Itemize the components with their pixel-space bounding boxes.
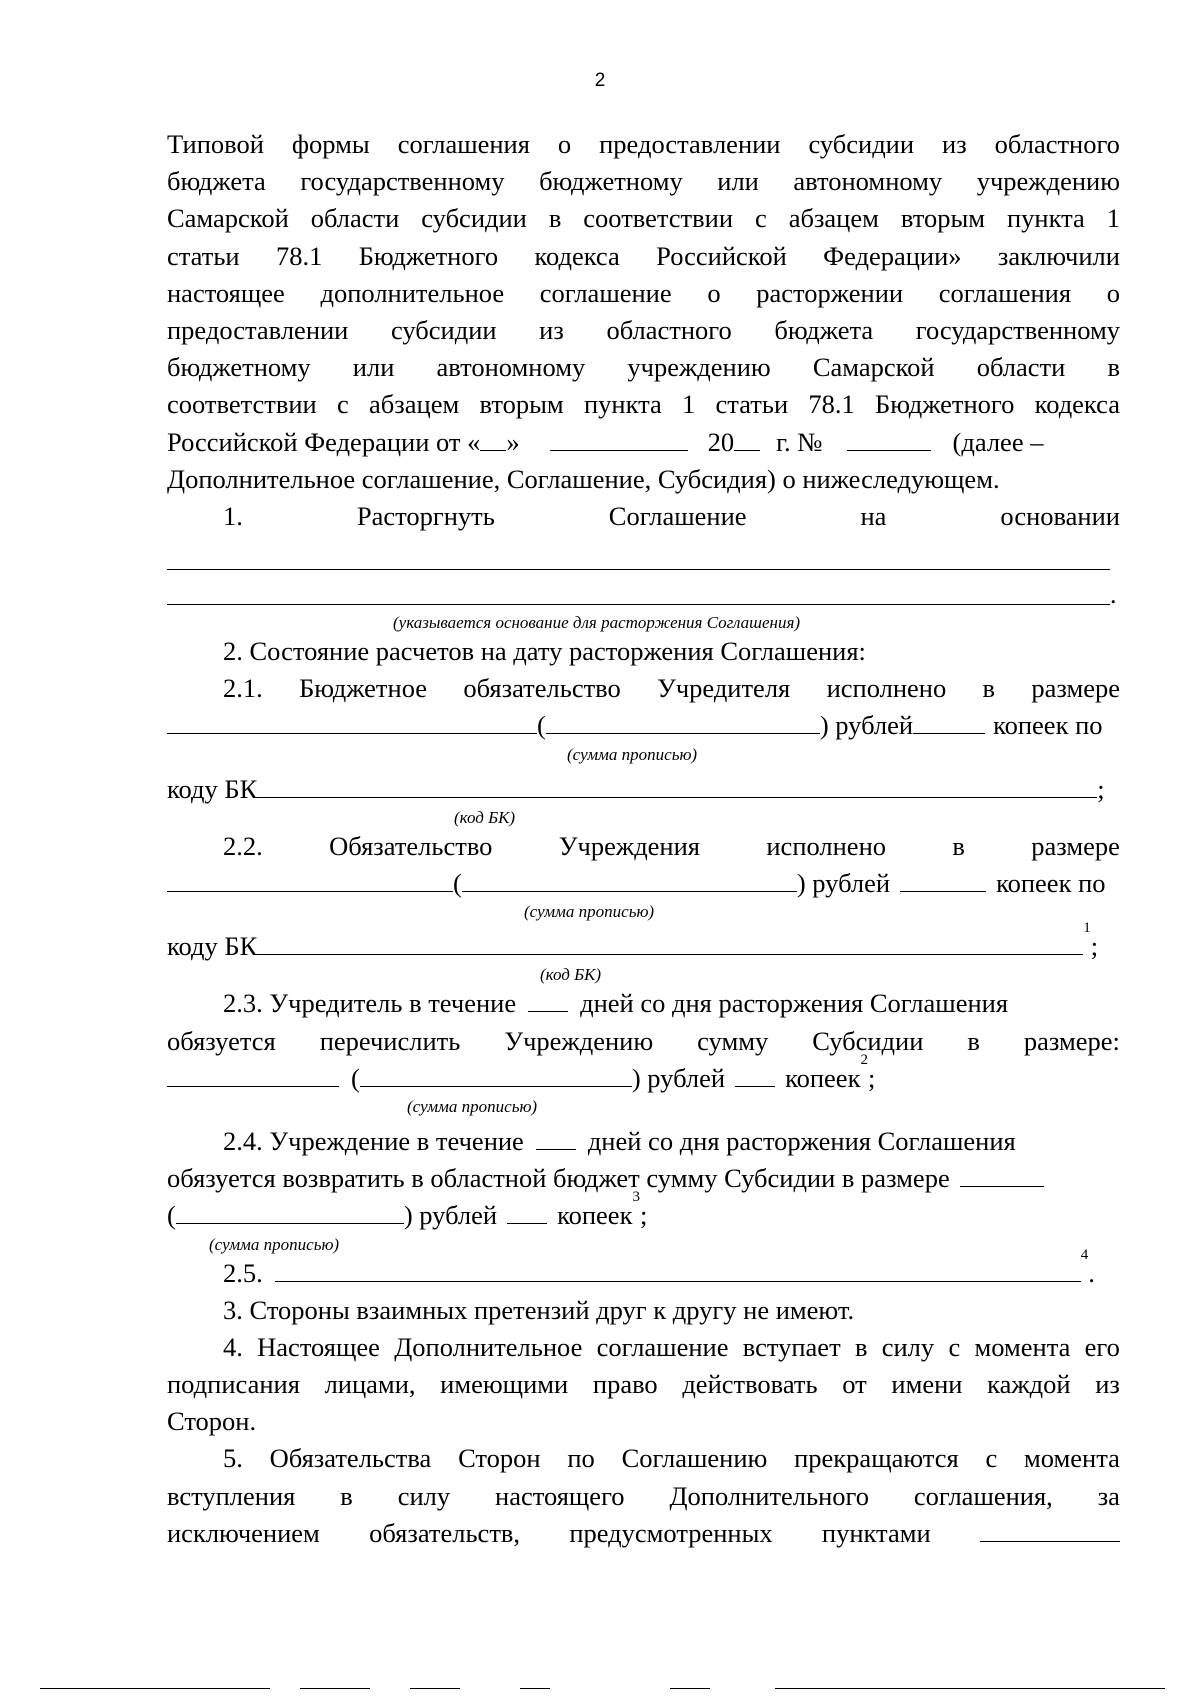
amount-digits-blank[interactable] bbox=[960, 1160, 1044, 1187]
text-span: 2.3. Учредитель в течение bbox=[223, 988, 517, 1019]
word: в bbox=[340, 1480, 353, 1511]
item2-5-line bbox=[167, 1246, 1120, 1292]
amount-digits-blank[interactable] bbox=[167, 865, 453, 892]
word: Бюджетного bbox=[875, 389, 1015, 420]
word: пункта bbox=[583, 389, 662, 420]
kop-blank[interactable] bbox=[735, 1060, 775, 1087]
word: из bbox=[942, 129, 967, 159]
word: в bbox=[1107, 352, 1120, 383]
kop-blank[interactable] bbox=[507, 1197, 547, 1224]
word: соглашение bbox=[539, 277, 672, 308]
item2-heading bbox=[167, 633, 1120, 670]
word: вступления bbox=[167, 1480, 296, 1511]
word: государственному bbox=[915, 314, 1120, 345]
end-dot: . bbox=[1088, 1257, 1095, 1288]
word: обязательств, bbox=[369, 1517, 521, 1548]
word: в bbox=[854, 1331, 868, 1362]
word: из bbox=[539, 314, 564, 345]
date-line bbox=[167, 424, 1120, 461]
word: субсидии bbox=[808, 129, 915, 159]
word: соглашения bbox=[397, 129, 530, 159]
amount-words-blank[interactable] bbox=[360, 1060, 632, 1087]
item2-4-line2 bbox=[167, 1160, 1120, 1197]
kop-label: копеек по bbox=[996, 868, 1106, 898]
item2-3-line1 bbox=[167, 985, 1120, 1022]
kop-label: копеек bbox=[557, 1200, 633, 1231]
word: сумму bbox=[697, 1025, 769, 1056]
word: Соглашению bbox=[621, 1443, 768, 1474]
text-span: 2.4. Учреждение в течение bbox=[223, 1125, 524, 1156]
footnote-mark: 2 bbox=[860, 1051, 868, 1068]
word: соответствии bbox=[583, 203, 734, 234]
word: обязуется bbox=[167, 1025, 276, 1056]
word: Самарской bbox=[167, 203, 289, 234]
word: размере: bbox=[1023, 1025, 1120, 1056]
word: заключили bbox=[997, 240, 1120, 271]
document-body bbox=[167, 126, 1120, 1552]
word: Субсидии bbox=[812, 1025, 924, 1056]
item2-1-amount-line bbox=[167, 707, 1120, 744]
word: Дополнительного bbox=[669, 1480, 869, 1511]
word: или bbox=[717, 166, 759, 197]
date-suffix: (далее – bbox=[952, 426, 1044, 457]
word: Обязательства bbox=[269, 1443, 432, 1474]
word: расторжении bbox=[756, 277, 904, 308]
word: Российской bbox=[656, 240, 787, 271]
item4-line3 bbox=[167, 1403, 1120, 1440]
item1-word: Соглашение bbox=[608, 500, 747, 531]
word: о bbox=[557, 129, 572, 159]
word: подписания bbox=[167, 1369, 300, 1400]
word: учреждению bbox=[627, 352, 771, 383]
item2-3-line2 bbox=[167, 1023, 1120, 1060]
word: соглашения bbox=[938, 277, 1072, 308]
word: учреждению bbox=[976, 166, 1120, 197]
text-span: 3. Стороны взаимных претензий друг к другу не имеют. bbox=[223, 1294, 855, 1325]
footnote-mark: 4 bbox=[1080, 1246, 1089, 1263]
text-span: обязуется возвратить в областной бюджет сумму Субсидии в размере bbox=[167, 1163, 950, 1194]
word: о bbox=[707, 277, 721, 308]
item-number: 2.5. bbox=[223, 1257, 263, 1288]
item4-line2 bbox=[167, 1366, 1120, 1403]
word: Настоящее bbox=[257, 1331, 380, 1362]
paren-open: ( bbox=[351, 1062, 360, 1093]
item5-line2 bbox=[167, 1478, 1120, 1515]
word: формы bbox=[291, 129, 370, 159]
month-blank[interactable] bbox=[550, 424, 688, 451]
semicolon: ; bbox=[1097, 773, 1105, 804]
item2-3-amount-line bbox=[167, 1051, 1120, 1097]
item2-4-amount-line bbox=[167, 1189, 1120, 1234]
item1-word: Расторгнуть bbox=[356, 500, 495, 531]
rub-label: ) рублей bbox=[403, 1200, 498, 1231]
intro-paragraph bbox=[167, 126, 1120, 498]
word: каждой bbox=[987, 1369, 1071, 1400]
year-prefix: 20 bbox=[707, 426, 735, 457]
word: за bbox=[1097, 1480, 1120, 1511]
year-blank[interactable] bbox=[734, 424, 760, 451]
word: статьи bbox=[167, 240, 240, 271]
word: абзацем bbox=[788, 203, 879, 234]
word: 78.1 bbox=[808, 389, 855, 420]
word: с bbox=[948, 1331, 961, 1362]
word: абзацем bbox=[369, 389, 460, 420]
word: настоящее bbox=[167, 277, 285, 308]
word: лицами, bbox=[324, 1369, 416, 1400]
item2-1-code-line bbox=[167, 771, 1120, 808]
item1-line bbox=[167, 498, 1120, 535]
item5-line3 bbox=[167, 1515, 1120, 1552]
word: вступает bbox=[742, 1331, 841, 1362]
text-span: Дополнительное соглашение, Соглашение, Субсидия) о нижеследующем. bbox=[167, 463, 1000, 494]
word: Самарской bbox=[812, 352, 935, 383]
word: Обязательство bbox=[329, 830, 493, 861]
word: автономному bbox=[793, 166, 943, 197]
paren-open: ( bbox=[453, 868, 462, 898]
word: кодекса bbox=[534, 240, 620, 271]
word: в bbox=[548, 203, 562, 234]
word: бюджета bbox=[167, 166, 266, 197]
word: предоставлении bbox=[599, 129, 781, 159]
code-label: коду БК bbox=[167, 773, 258, 804]
word: имеющими bbox=[440, 1369, 569, 1400]
kop-label: копеек bbox=[785, 1062, 861, 1093]
code-label: коду БК bbox=[167, 931, 258, 962]
page-number: 2 bbox=[594, 70, 606, 91]
amount-digits-blank[interactable] bbox=[167, 1060, 339, 1087]
text-line bbox=[167, 163, 1120, 200]
item5-line1 bbox=[167, 1440, 1120, 1477]
word: с bbox=[337, 389, 349, 420]
item2-2-code-line bbox=[167, 920, 1120, 965]
word: момента bbox=[974, 1331, 1071, 1362]
word: дополнительное bbox=[320, 277, 505, 308]
word: кодекса bbox=[1034, 389, 1120, 420]
word: субсидии bbox=[390, 314, 497, 345]
text-line bbox=[167, 386, 1120, 423]
text-line bbox=[167, 200, 1120, 237]
word: области bbox=[976, 352, 1066, 383]
semicolon: ; bbox=[1090, 931, 1099, 962]
word: 1 bbox=[1106, 203, 1120, 234]
word: 1 bbox=[682, 389, 696, 420]
day-blank[interactable] bbox=[480, 424, 506, 451]
word: Дополнительное bbox=[394, 1331, 583, 1362]
quote-close: » bbox=[506, 426, 520, 457]
word: 2.1. bbox=[223, 673, 263, 704]
code-hint: (код БК) bbox=[540, 965, 602, 985]
word: предусмотренных bbox=[569, 1517, 773, 1548]
item1-reason-blank-2[interactable] bbox=[167, 570, 1110, 605]
footnote-mark: 3 bbox=[632, 1189, 640, 1206]
word: областного bbox=[606, 314, 732, 345]
paren-open: ( bbox=[537, 710, 546, 741]
word: исключением bbox=[167, 1517, 320, 1548]
amount-words-blank[interactable] bbox=[176, 1197, 404, 1224]
word: пункта bbox=[1006, 203, 1085, 234]
code-bk-blank[interactable] bbox=[257, 771, 1097, 798]
sum-hint: (сумма прописью) bbox=[567, 744, 698, 764]
amount-words-blank[interactable] bbox=[546, 707, 820, 734]
amount-digits-blank[interactable] bbox=[167, 707, 537, 734]
sum-hint: (сумма прописью) bbox=[524, 902, 655, 922]
item2-2-line bbox=[167, 828, 1120, 865]
word: право bbox=[592, 1369, 658, 1400]
days-blank[interactable] bbox=[528, 985, 568, 1012]
word: соглашение bbox=[596, 1331, 729, 1362]
semicolon: ; bbox=[639, 1200, 648, 1231]
word: его bbox=[1084, 1331, 1120, 1362]
item3-line bbox=[167, 1292, 1120, 1329]
text-line bbox=[167, 349, 1120, 386]
word: настоящего bbox=[495, 1480, 625, 1511]
word: силу bbox=[397, 1480, 451, 1511]
word: силу bbox=[881, 1331, 935, 1362]
word: с bbox=[985, 1443, 998, 1474]
item1-number: 1. bbox=[223, 500, 243, 531]
word: от bbox=[842, 1369, 867, 1400]
word: Сторон bbox=[458, 1443, 541, 1474]
word: 2.2. bbox=[223, 830, 263, 861]
word: Учредителя bbox=[657, 673, 791, 704]
word: из bbox=[1095, 1369, 1120, 1400]
text-line bbox=[167, 126, 1120, 163]
word: соответствии bbox=[167, 389, 317, 420]
item1-word: основании bbox=[1000, 500, 1120, 531]
semicolon: ; bbox=[867, 1062, 876, 1093]
items-blank[interactable] bbox=[980, 1515, 1120, 1542]
kop-label: копеек по bbox=[993, 710, 1103, 741]
word: действовать bbox=[682, 1369, 818, 1400]
code-bk-blank[interactable] bbox=[257, 928, 1083, 955]
word: автономному bbox=[436, 352, 586, 383]
text-line bbox=[167, 275, 1120, 312]
kop-blank[interactable] bbox=[913, 707, 985, 734]
bottom-edge-artifacts bbox=[0, 1688, 1200, 1690]
item1-end-dot: . bbox=[1110, 580, 1117, 610]
paren-open: ( bbox=[167, 1200, 176, 1231]
text-line bbox=[167, 461, 1120, 498]
rub-label: ) рублей bbox=[796, 868, 891, 898]
text-line bbox=[167, 312, 1120, 349]
word: перечислить bbox=[319, 1025, 461, 1056]
word: момента bbox=[1024, 1443, 1120, 1474]
kop-blank[interactable] bbox=[900, 865, 986, 892]
word: по bbox=[567, 1443, 595, 1474]
rub-label: ) рублей bbox=[631, 1062, 726, 1093]
word: 4. bbox=[223, 1331, 243, 1362]
text-line bbox=[167, 238, 1120, 275]
word: в bbox=[982, 673, 996, 704]
word: бюджетному bbox=[167, 352, 311, 383]
word: исполнено bbox=[826, 673, 947, 704]
word: или bbox=[352, 352, 395, 383]
word: с bbox=[754, 203, 767, 234]
amount-words-blank[interactable] bbox=[462, 865, 797, 892]
word: обязательство bbox=[463, 673, 621, 704]
word: Типовой bbox=[167, 129, 264, 159]
word: Учреждению bbox=[504, 1025, 654, 1056]
sum-hint: (сумма прописью) bbox=[407, 1096, 538, 1116]
text-span: дней со дня расторжения Соглашения bbox=[580, 988, 1009, 1019]
item1-hint: (указывается основание для расторжения Соглашения) bbox=[393, 613, 801, 633]
item2-2-amount-line bbox=[167, 865, 1120, 902]
word: бюджетному bbox=[539, 166, 683, 197]
text-span: дней со дня расторжения Соглашения bbox=[587, 1125, 1016, 1156]
word: имени bbox=[891, 1369, 963, 1400]
word: бюджета bbox=[774, 314, 874, 345]
word: в bbox=[952, 830, 965, 861]
word: предоставлении bbox=[167, 314, 349, 345]
date-prefix: Российской Федерации от « bbox=[167, 426, 481, 457]
word: Федерации» bbox=[823, 240, 962, 271]
word: вторым bbox=[479, 389, 564, 420]
text-span: 2. Состояние расчетов на дату расторжения Соглашения: bbox=[223, 636, 866, 667]
item4-line1 bbox=[167, 1329, 1120, 1366]
word: 78.1 bbox=[275, 240, 323, 271]
word: прекращаются bbox=[794, 1443, 959, 1474]
code-hint: (код БК) bbox=[454, 807, 516, 827]
word: размере bbox=[1031, 830, 1120, 861]
sum-hint: (сумма прописью) bbox=[209, 1234, 340, 1254]
word: вторым bbox=[900, 203, 986, 234]
word: размере bbox=[1031, 673, 1120, 704]
word: областного bbox=[994, 129, 1120, 159]
word: государственному bbox=[300, 166, 505, 197]
word: области bbox=[310, 203, 400, 234]
word: Бюджетное bbox=[299, 673, 428, 704]
item1-reason-blank-1[interactable] bbox=[167, 535, 1110, 570]
rub-label: ) рублей bbox=[819, 710, 914, 741]
word: о bbox=[1106, 277, 1120, 308]
word: 5. bbox=[223, 1443, 243, 1474]
item1-word: на bbox=[860, 500, 887, 531]
word: в bbox=[967, 1025, 980, 1056]
item2-4-line1 bbox=[167, 1123, 1120, 1160]
word: пунктами bbox=[821, 1517, 931, 1548]
number-label: г. № bbox=[776, 426, 823, 457]
number-blank[interactable] bbox=[847, 424, 931, 451]
word: субсидии bbox=[421, 203, 527, 234]
word: Бюджетного bbox=[358, 240, 499, 271]
word: соглашения, bbox=[913, 1480, 1053, 1511]
footnote-mark: 1 bbox=[1083, 920, 1091, 937]
item2-1-line bbox=[167, 670, 1120, 707]
item2-5-blank[interactable] bbox=[275, 1255, 1081, 1282]
text-span: Сторон. bbox=[167, 1406, 257, 1437]
days-blank[interactable] bbox=[536, 1123, 576, 1150]
word: статьи bbox=[715, 389, 789, 420]
word: Учреждения bbox=[558, 830, 700, 861]
word: исполнено bbox=[766, 830, 887, 861]
